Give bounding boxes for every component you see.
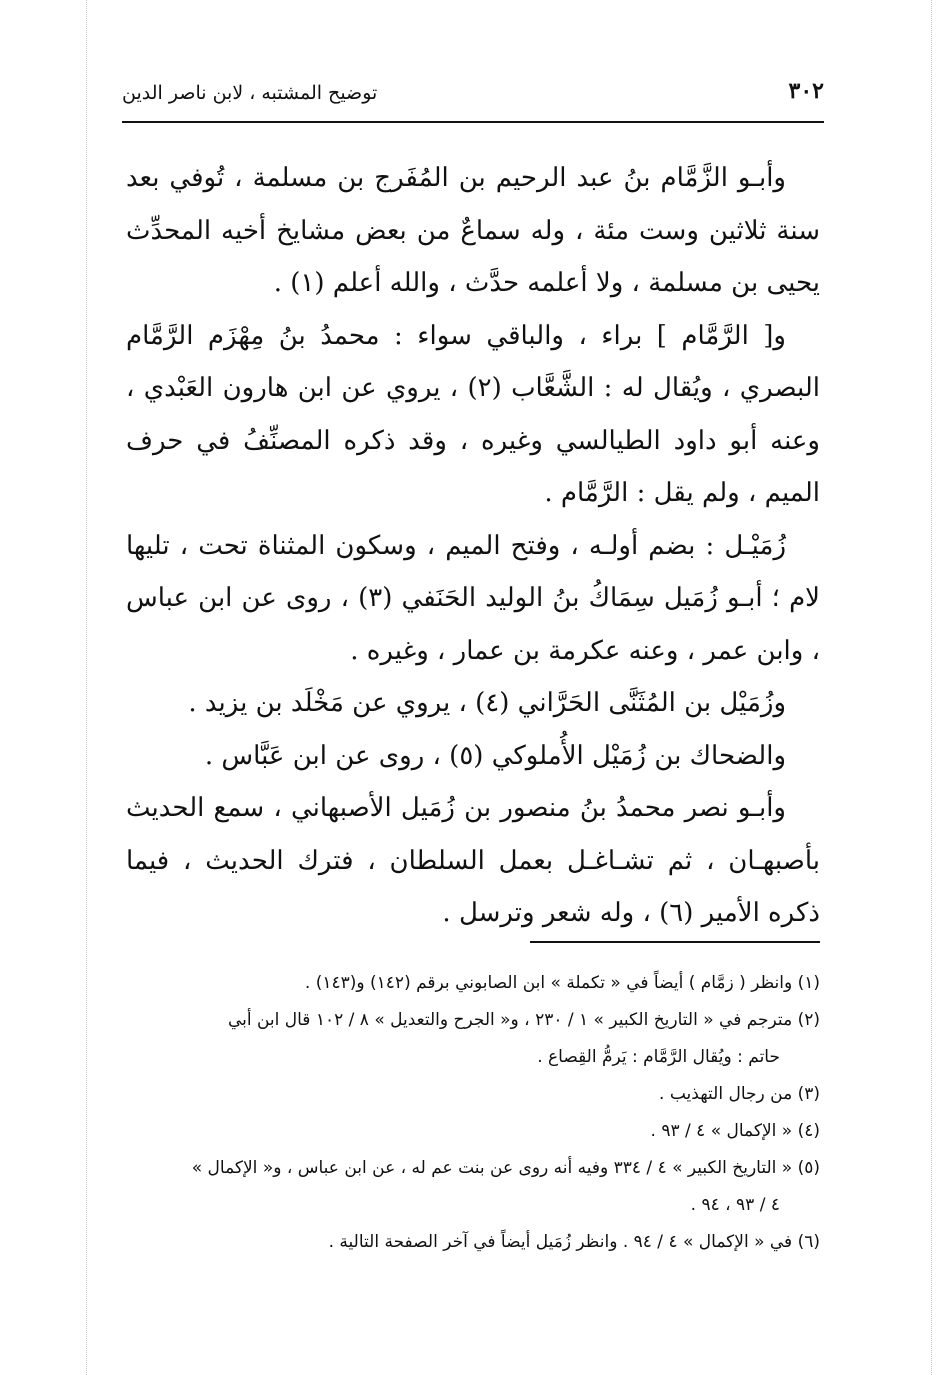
footnote-2-continuation: حاتم : ويُقال الرَّمَّام : يَرمُّ القِصاع . — [537, 1047, 780, 1067]
scan-edge-left — [86, 0, 87, 1375]
footnote-4: (٤) « الإكمال » ٤ / ٩٣ . — [650, 1121, 820, 1141]
paragraph-zumayl-harrani: وزُمَيْل بن المُثَنَّى الحَرَّاني (٤) ، يروي عن مَخْلَد بن يزيد . — [188, 688, 786, 718]
running-title: توضيح المشتبه ، لابن ناصر الدين — [122, 82, 378, 104]
footnote-rule — [530, 941, 820, 943]
paragraph-rammam: و[ الرَّمَّام ] براء ، والباقي سواء : محمدُ بنُ مِهْزَم الرَّمَّام البصري ، ويُقال له : الشَّعَّاب (٢) ، يروي عن ابن هارون العَبْدي ، وعنه أبو داود الطيالسي وغيره ، وقد ذكره المصنِّفُ في حرف الميم ، ولم يقل : الرَّمَّام . — [126, 320, 820, 508]
footnote-6: (٦) في « الإكمال » ٤ / ٩٤ . وانظر زُمَيل أيضاً في آخر الصفحة التالية . — [328, 1232, 820, 1252]
footnote-2: (٢) مترجم في « التاريخ الكبير » ١ / ٢٣٠ ، و« الجرح والتعديل » ٨ / ١٠٢ قال ابن أبي — [227, 1010, 820, 1030]
footnote-1: (١) وانظر ( زمَّام ) أيضاً في « تكملة » ابن الصابوني برقم (١٤٢) و(١٤٣) . — [304, 973, 820, 993]
paragraph-dahhak: والضحاك بن زُمَيْل الأُملوكي (٥) ، روى عن ابن عَبَّاس . — [204, 740, 786, 771]
page-number: ٣٠٢ — [788, 78, 824, 104]
paragraph-abu-zammam: وأبـو الزَّمَّام بنُ عبد الرحيم بن المُفَرج بن مسلمة ، تُوفي بعد سنة ثلاثين وست مئة ، وله سماعٌ من بعض مشايخ أخيه المحدِّث يحيى بن مسلمة ، ولا أعلمه حدَّث ، والله أعلم (١) . — [126, 163, 820, 298]
page-header — [122, 78, 824, 118]
footnotes — [120, 965, 820, 1261]
footnote-3: (٣) من رجال التهذيب . — [659, 1084, 820, 1104]
header-rule — [122, 121, 824, 123]
footnote-5-continuation: ٤ / ٩٣ ، ٩٤ . — [690, 1195, 780, 1215]
paragraph-abu-nasr: وأبـو نصر محمدُ بنُ منصور بن زُمَيل الأصبهاني ، سمع الحديث بأصبهـان ، ثم تشـاغـل بعمل السلطان ، فترك الحديث ، فيما ذكره الأمير (٦) ، وله شعر وترسل . — [126, 793, 820, 928]
paragraph-zumayl: زُمَيْـل : بضم أولـه ، وفتح الميم ، وسكون المثناة تحت ، تليها لام ؛ أبـو زُمَيل سِمَاكُ بنُ الوليد الحَنَفي (٣) ، روى عن ابن عباس ، وابن عمر ، وعنه عكرمة بن عمار ، وغيره . — [126, 530, 821, 666]
scan-edge-right — [931, 0, 932, 1375]
main-text — [126, 152, 820, 940]
footnote-5: (٥) « التاريخ الكبير » ٤ / ٣٣٤ وفيه أنه روى عن بنت عم له ، عن ابن عباس ، و« الإكمال » — [191, 1158, 820, 1178]
